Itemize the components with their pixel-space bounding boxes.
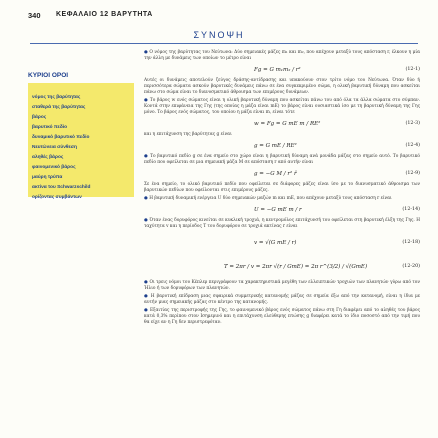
chapter-title: ΚΕΦΑΛΑΙΟ 12 ΒΑΡΥΤΗΤΑ — [56, 11, 153, 18]
bullet-icon: ● — [144, 308, 150, 313]
equation-expression: T = 2πr / v = 2πr √(r / GmE) = 2π r^(3/2) / √(GmE) — [224, 264, 368, 270]
equation-expression: Fg = G m₁m₂ / r² — [254, 67, 301, 73]
equation-number: (12-3) — [405, 121, 420, 126]
equation-expression: g = G mE / RE² — [254, 143, 297, 149]
paragraph: ● Το βάρος w ενός σώματος είναι η ολική βαρυτική δύναμη που ασκείται πάνω του από όλα τα άλλα σώματα στο σύμπαν. Κοντά στην επιφάνεια της Γης (της οποίας η μάζα είναι mE) το βάρος είναι ουσιαστικά ίσο με τη βαρυτική δύναμη της Γης μόνο. Το βάρος ενός σώματος, του οποίου η μάζα είναι m, είναι τότε — [144, 98, 421, 115]
paragraph: Σε ένα σημείο, το ολικό βαρυτικό πεδίο που οφείλεται σε διάφορες μάζες είναι ίσο με το διανυσματικό άθροισμα των βαρυτικών πεδίων που οφείλονται στις επιμέρους μάζες. — [144, 182, 420, 193]
equation-expression: w = Fg = G mE m / RE² — [254, 121, 321, 127]
key-term: ακτίνα του Schwarzschild — [32, 185, 91, 190]
bullet-icon: ● — [144, 154, 151, 159]
paragraph: ● Ο νόμος της βαρύτητας του Νεύτωνα: Δύο σημειακές μάζες m₁ και m₂, που απέχουν μεταξύ τους απόσταση r, έλκουν η μία την άλλη με δυνάμεις των οποίων το μέτρο είναι — [144, 50, 420, 61]
key-term: αληθές βάρος — [32, 155, 64, 160]
paragraph: Αυτές οι δυνάμεις αποτελούν ζεύγος δράσης-αντίδρασης και υπακούουν στον τρίτο νόμο του Νεύτωνα. Όταν δύο ή περισσότερα σώματα ασκούν βαρυτικές δυνάμεις πάνω σε ένα συγκεκριμένο σώμα, η ολική βαρυτική δύναμη που ασκείται πάνω στο σώμα είναι το διανυσματικό άθροισμα των επιμέρους δυνάμεων. — [144, 78, 420, 95]
section-divider — [30, 43, 418, 44]
equation-expression: g = −G M / r² r̂ — [254, 171, 297, 177]
key-term: δυναμικό βαρυτικό πεδίο — [32, 135, 90, 140]
equation-expression: v = √(G mE / r) — [254, 240, 297, 246]
sidebar-title: ΚΥΡΙΟΙ ΟΡΟΙ — [28, 72, 69, 79]
bullet-icon: ● — [144, 50, 150, 55]
key-term: βάρος — [32, 115, 47, 120]
bullet-icon: ● — [144, 218, 150, 223]
bullet-icon: ● — [144, 280, 150, 285]
page-number: 340 — [28, 11, 41, 20]
equation-number: (12-18) — [402, 240, 420, 245]
page-header — [28, 10, 418, 24]
key-term: βαρυτικό πεδίο — [32, 125, 68, 130]
section-title: ΣΥΝΟΨΗ — [193, 30, 245, 40]
key-term: Νευτώνεια σύνθεση — [32, 145, 77, 150]
bullet-icon: ● — [144, 294, 151, 299]
bullet-icon: ● — [144, 98, 150, 103]
key-term: ορίζοντας συμβάντων — [32, 195, 82, 200]
key-term: νόμος της βαρύτητας — [32, 95, 81, 100]
equation — [144, 204, 420, 218]
paragraph: ● Όταν ένας δορυφόρος κινείται σε κυκλική τροχιά, η κεντρομόλος επιτάχυνσή του οφείλεται στη βαρυτική έλξη της Γης. Η ταχύτητα v και η περίοδος T του δορυφόρου σε τροχιά ακτίνας r είναι — [144, 218, 420, 229]
equation — [144, 232, 420, 254]
equation — [144, 254, 420, 280]
equation — [144, 168, 420, 182]
equation-number: (12-14) — [402, 207, 420, 212]
key-term: φαινομενικό βάρος — [32, 165, 76, 170]
key-term: σταθερά της βαρύτητας — [32, 105, 86, 110]
paragraph: ● Η βαρυτική δυναμική ενέργεια U δύο σημειακών μαζών m και mE, που απέχουν μεταξύ τους απόσταση r είναι — [144, 196, 392, 201]
equation-number: (12-1) — [405, 67, 420, 72]
paragraph: ● Η βαρυτική επίδραση μιας σφαιρικά συμμετρικής κατανομής μάζας σε σημεία έξω από την κατανομή, είναι η ίδια με αυτήν μιας σημειακής μάζας στο κέντρο της κατανομής. — [144, 294, 420, 305]
key-terms-list — [32, 93, 132, 203]
paragraph: ● Το βαρυτικό πεδίο g σε ένα σημείο στο χώρο είναι η βαρυτική δύναμη ανά μονάδα μάζας στο σημείο αυτό. Το βαρυτικό πεδίο που οφείλεται σε μια σημειακή μάζα M σε απόσταση r από αυτήν είναι — [144, 154, 420, 165]
paragraph: ● Οι τρεις νόμοι του Κέπλερ περιγράφουν τα χαρακτηριστικά μεγέθη των ελλειπτικών τροχιών των πλανητών γύρω από τον Ήλιο ή των δορυφόρων των πλανητών. — [144, 280, 420, 291]
key-term: μαύρη τρύπα — [32, 175, 63, 180]
equation-number: (12-4) — [405, 143, 420, 148]
equation-expression: U = −G mE m / r — [254, 207, 302, 213]
paragraph: και η επιτάχυνση της βαρύτητας g είναι — [144, 132, 232, 137]
equation-number: (12-9) — [405, 171, 420, 176]
equation — [144, 118, 420, 132]
equation-number: (12-20) — [402, 264, 420, 269]
paragraph: ● Εξαιτίας της περιστροφής της Γης, το φαινομενικό βάρος ενός σώματος πάνω στη Γη διαφέρει από το αληθές του βάρος κατά 0,3% περίπου στον Ισημερινό και η επιτάχυνση ελεύθερης πτώσης g διαφέρει κατά το ίδιο ποσοστό από την τιμή που θα είχε αν η Γη δεν περιστρεφόταν. — [144, 308, 421, 325]
summary-content — [144, 50, 420, 328]
bullet-icon: ● — [144, 196, 150, 201]
equation — [144, 64, 420, 78]
equation — [144, 140, 420, 154]
